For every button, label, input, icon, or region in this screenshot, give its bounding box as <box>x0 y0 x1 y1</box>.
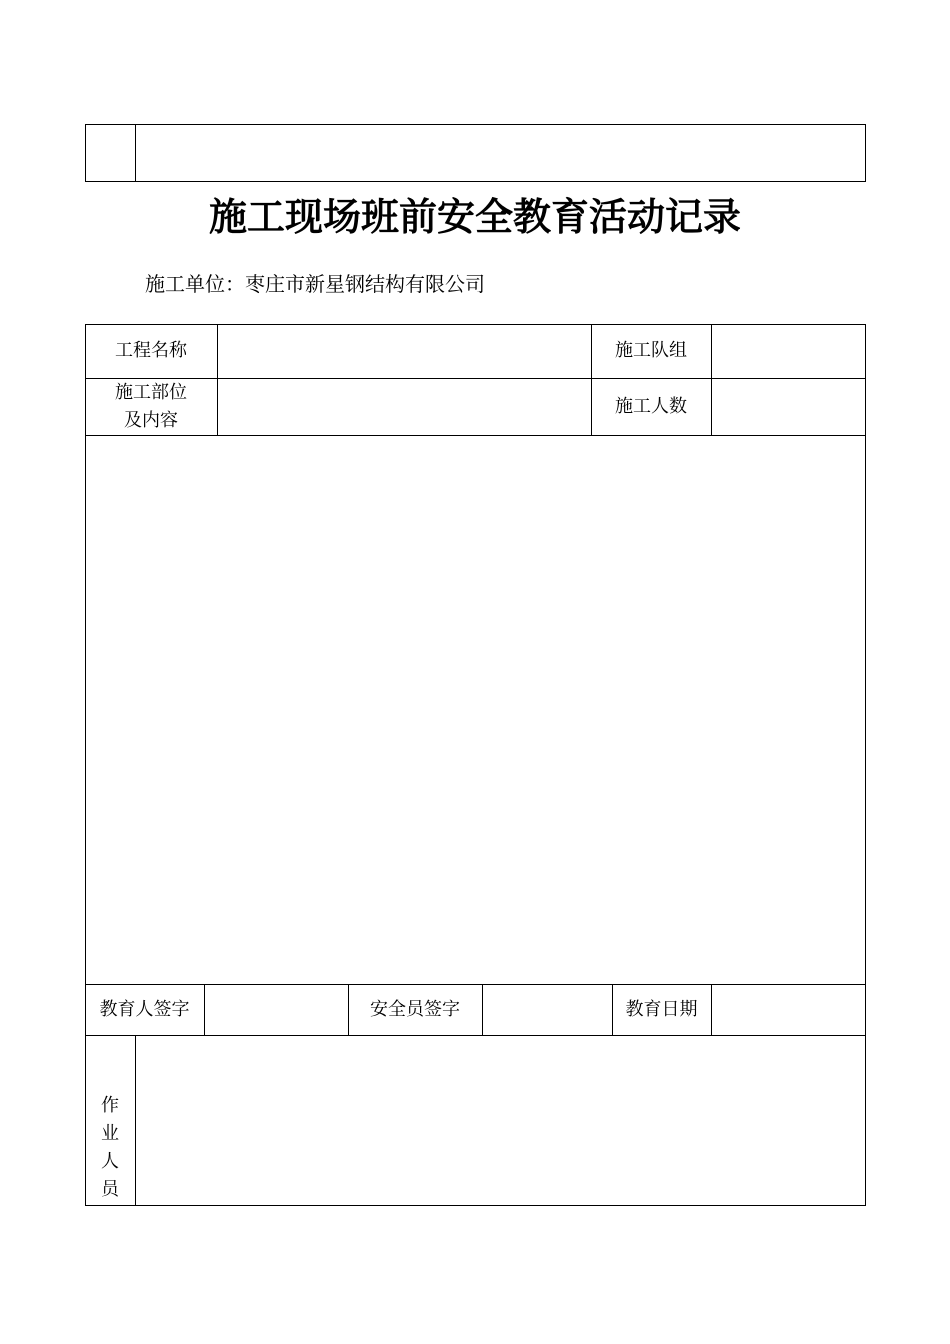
safety-officer-sign-field[interactable] <box>482 984 612 1035</box>
workers-label <box>85 1092 135 1204</box>
education-date-field[interactable] <box>711 984 866 1035</box>
workers-label-char: 作 <box>101 1095 119 1116</box>
workers-label-char: 员 <box>101 1179 119 1200</box>
location-label-line2: 及内容 <box>124 409 178 431</box>
location-label <box>85 378 217 435</box>
workers-field[interactable] <box>135 1035 866 1206</box>
location-field[interactable] <box>217 378 591 435</box>
educator-sign-field[interactable] <box>204 984 348 1035</box>
construction-unit-value: 枣庄市新星钢结构有限公司 <box>245 272 485 296</box>
location-label-line1: 施工部位 <box>115 381 187 403</box>
safety-officer-sign-label: 安全员签字 <box>370 998 460 1020</box>
team-field[interactable] <box>711 324 866 378</box>
project-name-field[interactable] <box>217 324 591 378</box>
education-date-label: 教育日期 <box>625 998 698 1020</box>
headcount-label: 施工人数 <box>615 395 687 417</box>
project-name-label: 工程名称 <box>115 340 187 361</box>
educator-sign-label: 教育人签字 <box>99 998 190 1020</box>
education-content-area[interactable] <box>85 435 866 984</box>
header-box-divider <box>135 124 136 182</box>
construction-unit-label: 施工单位： <box>145 272 245 296</box>
team-label: 施工队组 <box>615 340 687 361</box>
headcount-field[interactable] <box>711 378 866 435</box>
page-title: 施工现场班前安全教育活动记录 <box>208 194 741 239</box>
workers-label-char: 人 <box>101 1151 119 1172</box>
construction-unit <box>145 268 485 297</box>
workers-label-char: 业 <box>101 1123 119 1144</box>
header-box <box>85 124 866 182</box>
